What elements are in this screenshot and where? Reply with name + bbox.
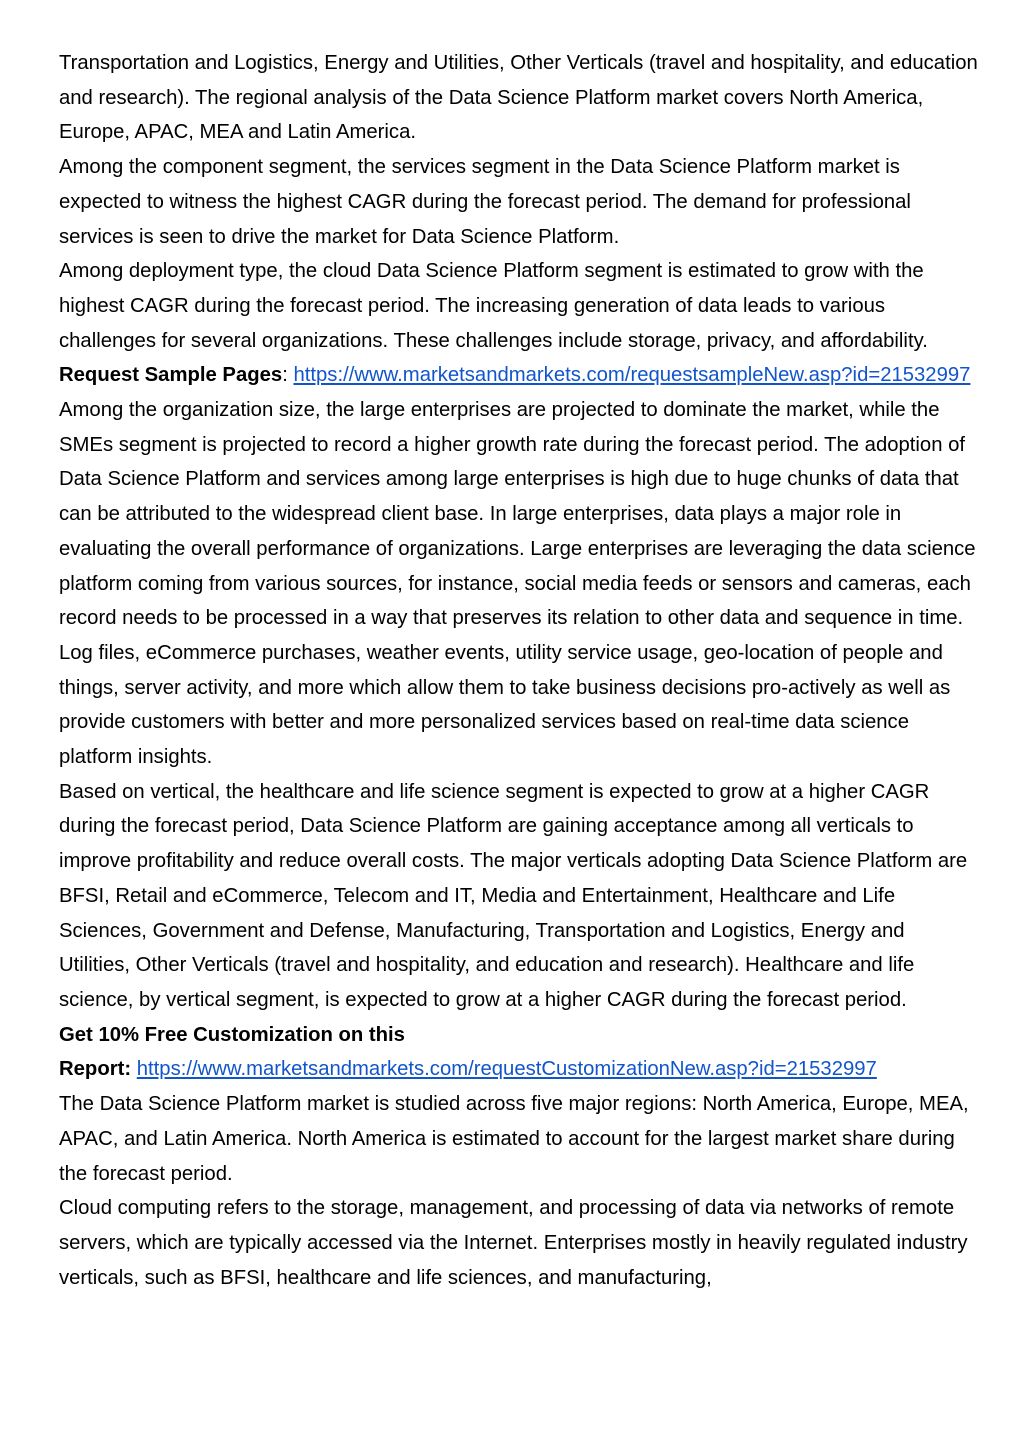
paragraph-deployment-type: Among deployment type, the cloud Data Science Platform segment is estimated to grow with the highest CAGR during the forecast period. The increasing generation of data leads to various challenges for several organizations. These challenges include storage, privacy, and affordability. xyxy=(59,260,930,352)
request-sample-separator: : xyxy=(282,364,294,387)
paragraph-component-segment: Among the component segment, the services segment in the Data Science Platform market is expected to witness the highest CAGR during the forecast period. The demand for professional services is seen to drive the market for Data Science Platform. xyxy=(59,156,917,248)
request-sample-label: Request Sample Pages xyxy=(59,364,283,387)
request-sample-line xyxy=(59,358,979,393)
request-sample-link[interactable]: https://www.marketsandmarkets.com/requestsampleNew.asp?id=21532997 xyxy=(293,364,971,387)
paragraph-vertical: Based on vertical, the healthcare and life science segment is expected to grow at a higher CAGR during the forecast period, Data Science Platform are gaining acceptance among all verticals to improve profitability and reduce overall costs. The major verticals adopting Data Science Platform are BFSI, Retail and eCommerce, Telecom and IT, Media and Entertainment, Healthcare and Life Sciences, Government and Defense, Manufacturing, Transportation and Logistics, Energy and Utilities, Other Verticals (travel and hospitality, and education and research). Healthcare and life science, by vertical segment, is expected to grow at a higher CAGR during the forecast period. xyxy=(59,780,973,1011)
customization-label: Report: xyxy=(59,1058,132,1081)
paragraph-regions: The Data Science Platform market is studied across five major regions: North America, Europe, MEA, APAC, and Latin America. North America is estimated to account for the largest market share during the forecast period. xyxy=(59,1093,974,1185)
paragraph-cloud-computing: Cloud computing refers to the storage, management, and processing of data via networks of remote servers, which are typically accessed via the Internet. Enterprises mostly in heavily regulated industry verticals, such as BFSI, healthcare and life sciences, and manufacturing, xyxy=(59,1197,974,1289)
customization-link[interactable]: https://www.marketsandmarkets.com/requestCustomizationNew.asp?id=21532997 xyxy=(136,1058,877,1081)
paragraph-regional-analysis: Transportation and Logistics, Energy and Utilities, Other Verticals (travel and hospitality, and education and research). The regional analysis of the Data Science Platform market covers North America, Europe, APAC, MEA and Latin America. xyxy=(59,52,984,144)
customization-heading: Get 10% Free Customization on this xyxy=(59,1023,405,1046)
paragraph-organization-size: Among the organization size, the large enterprises are projected to dominate the market, while the SMEs segment is projected to record a higher growth rate during the forecast period. The adoption of Data Science Platform and services among large enterprises is high due to huge chunks of data that can be attributed to the widespread client base. In large enterprises, data plays a major role in evaluating the overall performance of organizations. Large enterprises are leveraging the data science platform coming from various sources, for instance, social media feeds or sensors and cameras, each record needs to be processed in a way that preserves its relation to other data and sequence in time. Log files, eCommerce purchases, weather events, utility service usage, geo-location of people and things, server activity, and more which allow them to take business decisions pro-actively as well as provide customers with better and more personalized services based on real-time data science platform insights. xyxy=(59,399,982,769)
document-page xyxy=(59,46,984,1295)
customization-line xyxy=(59,1052,979,1087)
